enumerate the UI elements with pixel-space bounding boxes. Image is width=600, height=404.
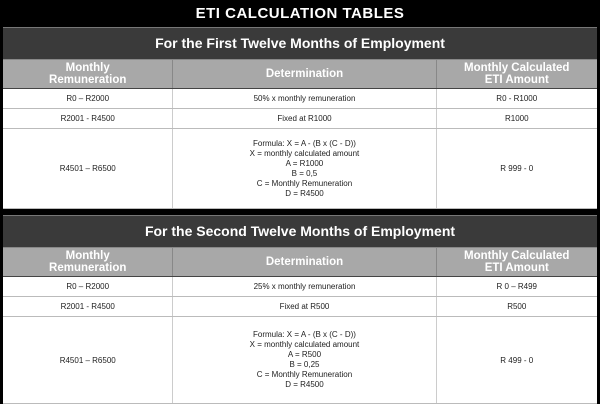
table-row xyxy=(3,297,597,317)
range-cell: R4501 – R6500 xyxy=(3,317,173,403)
table-row xyxy=(3,129,597,209)
formula-line: D = R4500 xyxy=(285,380,324,389)
table-row xyxy=(3,109,597,129)
formula-line: B = 0,5 xyxy=(291,168,318,178)
formula-line: C = Monthly Remuneration xyxy=(256,370,353,379)
header-determination: Determination xyxy=(173,60,436,88)
formula-line: Formula: X = A - (B x (C - D)) xyxy=(253,138,356,148)
amount-cell: R 999 - 0 xyxy=(500,164,534,173)
formula-line: C = Monthly Remuneration xyxy=(256,178,353,188)
header-monthly-remuneration: Monthly Remuneration xyxy=(3,248,173,276)
formula-line: Formula: X = A - (B x (C - D)) xyxy=(253,330,356,339)
range-cell: R2001 - R4500 xyxy=(3,109,173,128)
header-eti-amount: Monthly Calculated ETI Amount xyxy=(464,250,570,274)
determination-cell: Fixed at R1000 xyxy=(173,109,436,128)
header-determination: Determination xyxy=(173,248,436,276)
second-twelve-months-table xyxy=(3,215,597,404)
range-cell: R0 – R2000 xyxy=(3,277,173,296)
header-eti-amount: Monthly Calculated ETI Amount xyxy=(464,62,570,86)
formula-cell xyxy=(173,317,436,403)
header-monthly-remuneration: Monthly Remuneration xyxy=(3,60,173,88)
determination-cell: Fixed at R500 xyxy=(173,297,436,316)
range-cell: R4501 – R6500 xyxy=(3,129,173,208)
first-twelve-months-table xyxy=(3,27,597,209)
range-cell: R0 – R2000 xyxy=(3,89,173,108)
table-row xyxy=(3,89,597,109)
formula-line: B = 0,25 xyxy=(289,360,320,369)
table-row xyxy=(3,277,597,297)
formula-line: D = R4500 xyxy=(285,188,324,198)
determination-cell: 50% x monthly remuneration xyxy=(173,89,436,108)
table-row xyxy=(3,317,597,404)
amount-cell: R 499 - 0 xyxy=(500,355,534,365)
formula-line: A = R500 xyxy=(287,350,322,359)
amount-cell: R1000 xyxy=(504,114,529,123)
amount-cell: R0 - R1000 xyxy=(496,94,538,103)
determination-cell: 25% x monthly remuneration xyxy=(173,277,436,296)
table-header xyxy=(3,60,597,89)
table-header xyxy=(3,248,597,277)
formula-line: A = R1000 xyxy=(285,158,324,168)
formula-cell xyxy=(173,129,436,208)
formula-line: X = monthly calculated amount xyxy=(249,340,360,349)
formula-line: X = monthly calculated amount xyxy=(249,148,360,158)
range-cell: R2001 - R4500 xyxy=(3,297,173,316)
amount-cell: R500 xyxy=(507,302,527,311)
section-title: For the Second Twelve Months of Employment xyxy=(3,215,597,248)
section-title: For the First Twelve Months of Employment xyxy=(3,27,597,60)
amount-cell: R 0 – R499 xyxy=(496,282,537,291)
page-title: ETI CALCULATION TABLES xyxy=(195,5,405,22)
